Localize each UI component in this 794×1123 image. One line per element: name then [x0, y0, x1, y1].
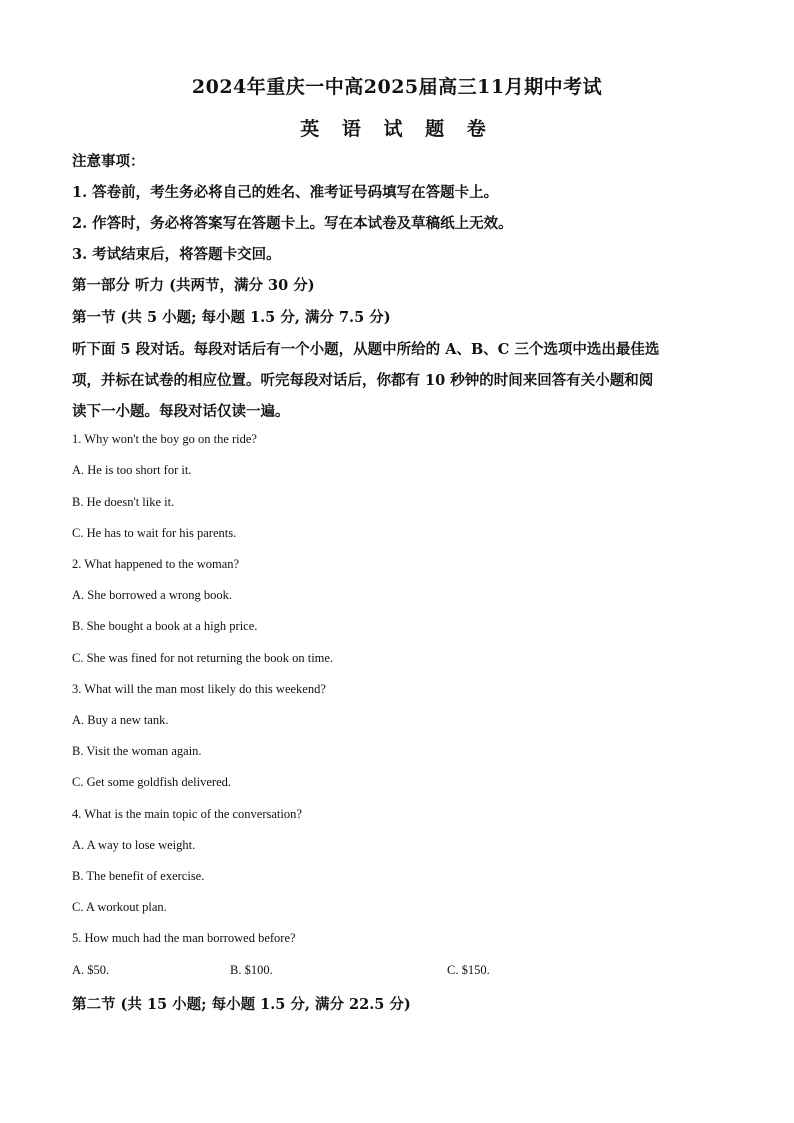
question-4-option-c: C. A workout plan.	[72, 900, 167, 914]
question-5-option-a: A. $50.	[72, 963, 110, 977]
notice-heading: 注意事项：	[72, 153, 145, 170]
question-2-option-a: A. She borrowed a wrong book.	[72, 588, 233, 602]
question-3-option-b: B. Visit the woman again.	[72, 744, 202, 758]
question-5-stem: 5. How much had the man borrowed before?	[72, 931, 296, 945]
section1-instructions-line2: 项，并标在试卷的相应位置。听完每段对话后，你都有 10 秒钟的时间来回答有关小题和阅	[72, 372, 654, 389]
question-1-option-a: A. He is too short for it.	[72, 463, 192, 477]
section1-instructions-line1: 听下面 5 段对话。每段对话后有一个小题，从题中所给的 A、B、C 三个选项中选出最佳选	[72, 341, 660, 358]
question-2-stem: 2. What happened to the woman?	[72, 557, 240, 571]
question-3-stem: 3. What will the man most likely do this weekend?	[72, 682, 326, 696]
question-5-option-c: C. $150.	[447, 963, 490, 977]
question-2-option-b: B. She bought a book at a high price.	[72, 619, 258, 633]
question-1-option-b: B. He doesn't like it.	[72, 495, 175, 509]
notice-item-1: 1. 答卷前，考生务必将自己的姓名、准考证号码填写在答题卡上。	[72, 184, 499, 201]
notice-item-3: 3. 考试结束后，将答题卡交回。	[72, 246, 281, 263]
question-3-option-a: A. Buy a new tank.	[72, 713, 169, 727]
question-4-stem: 4. What is the main topic of the conversation?	[72, 807, 302, 821]
part1-heading: 第一部分 听力 (共两节，满分 30 分)	[72, 277, 315, 294]
exam-subtitle: 英 语 试 题 卷	[300, 118, 494, 140]
section2-heading: 第二节 (共 15 小题; 每小题 1.5 分, 满分 22.5 分)	[72, 996, 411, 1013]
question-1-option-c: C. He has to wait for his parents.	[72, 526, 237, 540]
question-5-option-b: B. $100.	[230, 963, 273, 977]
question-3-option-c: C. Get some goldfish delivered.	[72, 775, 231, 789]
question-5-options-row	[72, 963, 722, 981]
notice-item-2: 2. 作答时，务必将答案写在答题卡上。写在本试卷及草稿纸上无效。	[72, 215, 513, 232]
section1-instructions-line3: 读下一小题。每段对话仅读一遍。	[72, 403, 290, 420]
question-1-stem: 1. Why won't the boy go on the ride?	[72, 432, 257, 446]
section1-heading: 第一节 (共 5 小题; 每小题 1.5 分, 满分 7.5 分)	[72, 309, 391, 326]
exam-title: 2024年重庆一中高2025届高三11月期中考试	[191, 76, 603, 98]
question-4-option-a: A. A way to lose weight.	[72, 838, 196, 852]
question-4-option-b: B. The benefit of exercise.	[72, 869, 205, 883]
question-2-option-c: C. She was fined for not returning the book on time.	[72, 651, 334, 665]
